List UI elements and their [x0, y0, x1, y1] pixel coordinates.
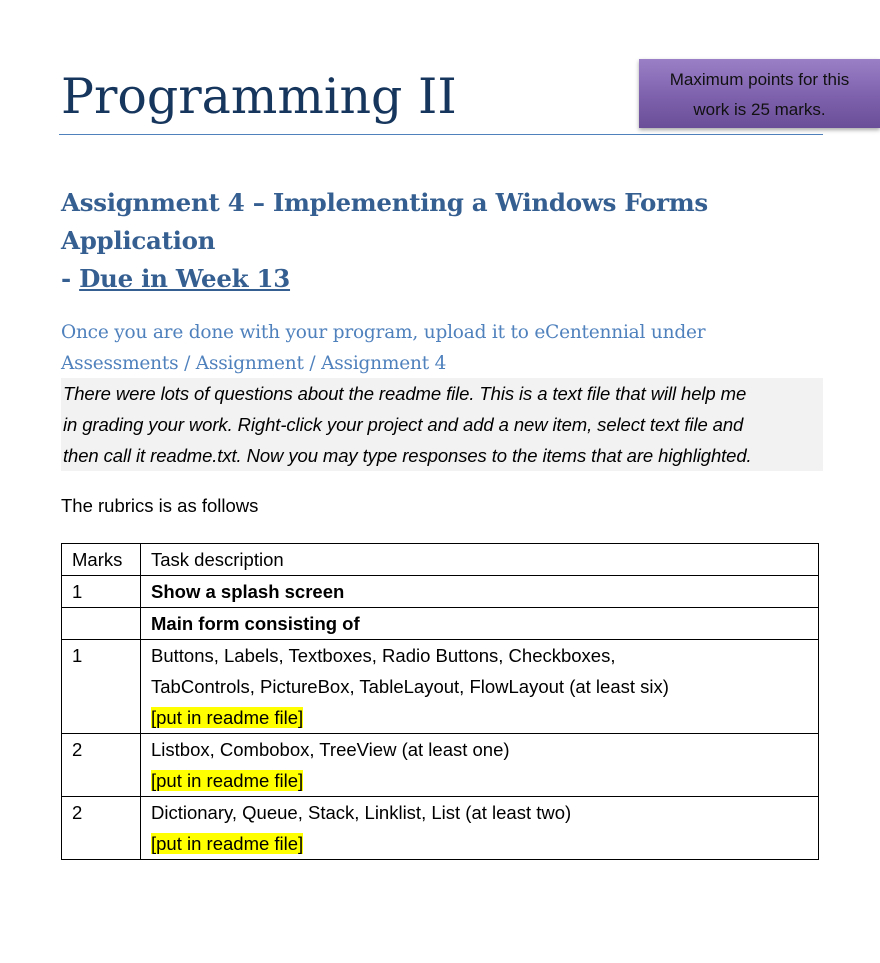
assignment-heading-line1: Assignment 4 – Implementing a Windows Forms — [61, 188, 708, 217]
rubric-row — [62, 734, 819, 797]
readme-note — [61, 378, 823, 471]
readme-note-line2: in grading your work. Right-click your project and add a new item, select text file and — [63, 414, 744, 435]
assignment-heading-line2: Application — [61, 226, 216, 255]
due-date: Due in Week 13 — [79, 264, 291, 293]
title-underline — [59, 134, 823, 135]
rubric-header-row — [62, 544, 819, 576]
rubric-marks — [62, 608, 141, 640]
due-prefix: - — [61, 264, 80, 293]
max-points-line1: Maximum points for this — [669, 70, 850, 89]
rubric-task: Main form consisting of — [141, 608, 819, 640]
readme-highlight: [put in readme file] — [151, 833, 304, 854]
rubric-task — [141, 734, 819, 797]
rubric-task-line1: Buttons, Labels, Textboxes, Radio Buttons, Checkboxes, — [151, 645, 616, 666]
upload-instructions — [61, 317, 821, 379]
upload-instructions-line1: Once you are done with your program, upload it to eCentennial under — [61, 322, 706, 343]
rubric-row — [62, 576, 819, 608]
rubric-row — [62, 797, 819, 860]
rubric-task-line1: Listbox, Combobox, TreeView (at least one) — [151, 739, 510, 760]
rubric-marks: 1 — [62, 640, 141, 734]
rubric-task-line1: Dictionary, Queue, Stack, Linklist, List (at least two) — [151, 802, 572, 823]
max-points-callout — [639, 59, 880, 128]
document-title: Programming II — [61, 68, 457, 125]
rubric-marks: 1 — [62, 576, 141, 608]
rubric-task: Show a splash screen — [141, 576, 819, 608]
readme-highlight: [put in readme file] — [151, 770, 304, 791]
rubric-intro: The rubrics is as follows — [61, 495, 259, 516]
rubric-row — [62, 608, 819, 640]
rubric-task-line2: TabControls, PictureBox, TableLayout, FlowLayout (at least six) — [151, 676, 669, 697]
task-header: Task description — [141, 544, 819, 576]
rubric-row — [62, 640, 819, 734]
max-points-line2: work is 25 marks. — [693, 100, 826, 119]
rubric-marks: 2 — [62, 734, 141, 797]
rubric-task — [141, 640, 819, 734]
assignment-heading — [61, 184, 821, 298]
rubric-table — [61, 543, 819, 860]
marks-header: Marks — [62, 544, 141, 576]
readme-highlight: [put in readme file] — [151, 707, 304, 728]
rubric-task — [141, 797, 819, 860]
upload-instructions-line2: Assessments / Assignment / Assignment 4 — [61, 353, 447, 374]
rubric-marks: 2 — [62, 797, 141, 860]
readme-note-line3: then call it readme.txt. Now you may type responses to the items that are highlighted. — [63, 445, 752, 466]
readme-note-line1: There were lots of questions about the readme file. This is a text file that will help me — [63, 383, 747, 404]
